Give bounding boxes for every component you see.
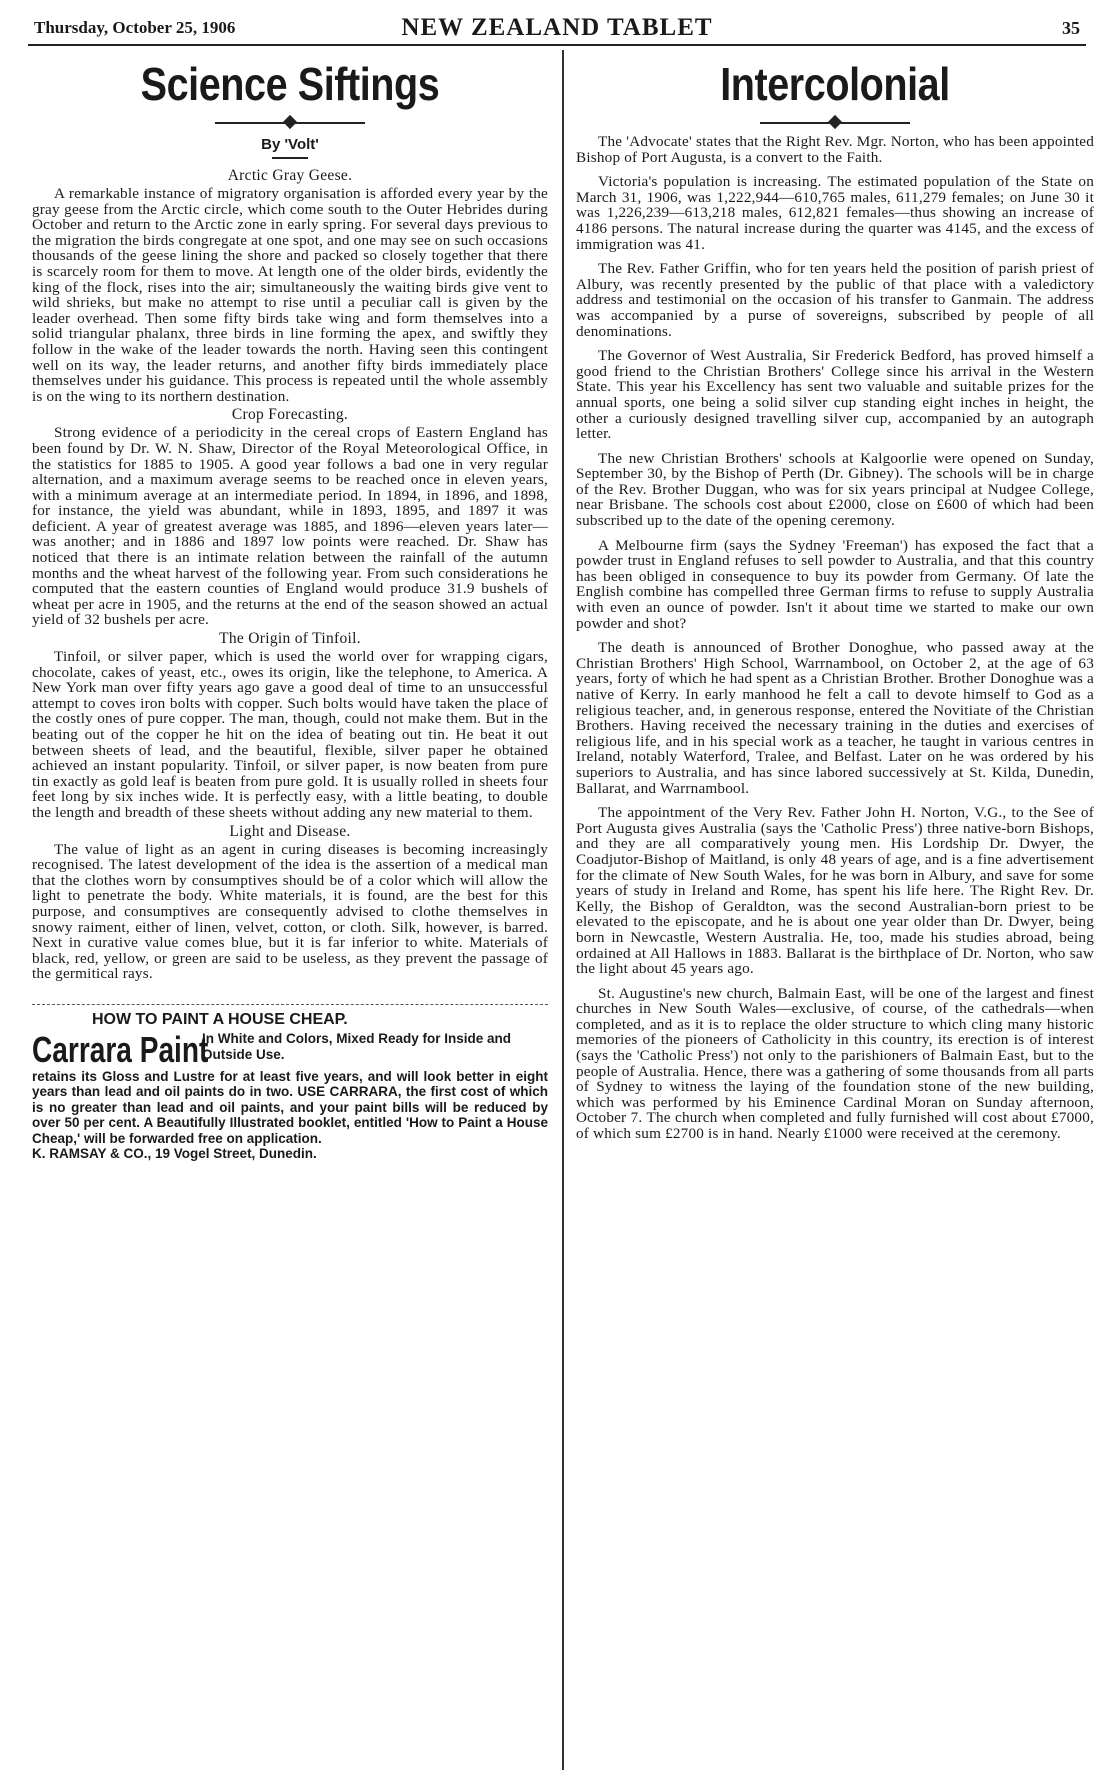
article-paragraph: Tinfoil, or silver paper, which is used the world over for wrapping cigars, chocolate, cakes of yeast, etc., owes its origin, like the telephone, to America. A New York man over fifty years ago gave a good deal of time to an unsuccessful attempt to coves iron bolts with copper. Such bolts would have taken the place of the costly ones of pure copper. The man, though, could not make them. But in the beating out of the copper he hit on the idea of beating out tin. He beat it out between sheets of lead, and the beautiful, flexible, silver paper he obtained achieved an instant popularity. Tinfoil, or silver paper, is now beaten from pure tin exactly as gold leaf is beaten from pure gold. It is usually rolled in sheets four feet long by six inches wide. It is perfectly easy, with a little beating, to double the length and breadth of these sheets without adding any new material to them. (32, 648, 548, 821)
subheading: Arctic Gray Geese. (227, 167, 353, 184)
short-rule (272, 157, 308, 159)
ad-body: retains its Gloss and Lustre for at least five years, and will look better in eight years than lead and oil paints do in two. USE CARRARA, the first cost of which is no greater than lead and oil paints, and your paint bills will be reduced by over 50 per cent. A Beautifully Illustrated booklet, entitled 'How to Paint a House Cheap,' will be forwarded free on application. (32, 1068, 548, 1146)
ornament-rule (760, 116, 910, 130)
news-item: The 'Advocate' states that the Right Rev. Mgr. Norton, who has been appointed Bishop of Port Augusta, is a convert to the Faith. (576, 133, 1094, 166)
ad-tagline: In White and Colors, Mixed Ready for Inside and Outside Use. (202, 1030, 512, 1062)
article-paragraph: The value of light as an agent in curing diseases is becoming increasingly recognised. The latest development of the idea is the assertion of a medical man that the clothes worn by consumptives should be of a color which will allow the light to penetrate the body. White materials, it is found, are the best for this purpose, and consumptives are consequently advised to clothe themselves in snowy raiment, either of linen, velvet, cotton, or cloth. Silk, however, is barred. Next in curative value comes blue, but it is far inferior to white. Materials of black, red, yellow, or green are said to be useless, as they prevent the passage of the germitical rays. (32, 840, 548, 983)
news-item: A Melbourne firm (says the Sydney 'Freeman') has exposed the fact that a powder trust in England refuses to sell powder to Australia, and that this country has been obliged in consequence to buy its powder from Germany. Of late the English combine has compelled three German firms to refuse to supply Australia with even an ounce of powder. Isn't it about time we started to make our own powder and shot? (576, 536, 1094, 632)
byline: By 'Volt' (261, 136, 319, 153)
page-number: 35 (1062, 18, 1080, 38)
news-item: The appointment of the Very Rev. Father John H. Norton, V.G., to the See of Port Augusta gives Australia (says the 'Catholic Press') three native-born Bishops, and they are all comparatively young men. His Lordship Dr. Dwyer, the Coadjutor-Bishop of Maitland, is only 48 years of age, and is a fine advertisement for the climate of New South Wales, for he was born in Albury, and save for some years of study in Ireland and Rome, has spent his life here. The Right Rev. Dr. Kelly, the Bishop of Geraldton, was the second Australian-born priest to be elevated to the episcopate, and he is about one year older than Dr. Dwyer, being born in Newcastle, Western Australia. He, too, made his studies abroad, being ordained at All Hallows in 1883. Ballarat is the birthplace of Dr. Norton, who saw the light about 45 years ago. (576, 804, 1094, 978)
diamond-icon (828, 115, 842, 129)
column-intercolonial (576, 52, 1094, 1752)
ornament-rule (215, 116, 365, 130)
subheading: Crop Forecasting. (231, 406, 349, 424)
article-paragraph: A remarkable instance of migratory organisation is afforded every year by the gray geese from the Arctic circle, which come south to the Outer Hebrides during October and return to the Arctic zone in early spring. For several days previous to the migration the birds congregate at one spot, and one may see on such occasions thousands of the geese lining the shore and packed so closely together that there is scarcely room for them to move. At length one of the older birds, evidently the king of the flock, rises into the air; simultaneously the waiting birds give vent to wild shrieks, but make no attempt to rise until a peculiar call is given by the leader overhead. Then some fifty birds take wing and form themselves into a solid triangular phalanx, three birds in line forming the apex, and swiftly they follow in the wake of the leader towards the north. Having seen this contingent well on its way, the leader returns, and another fifty birds immediately place themselves under his guidance. This process is repeated until the whole assembly is on the wing to its northern destination. (32, 185, 548, 405)
issue-date: Thursday, October 25, 1906 (34, 18, 236, 37)
subheading: The Origin of Tinfoil. (219, 630, 361, 648)
advertisement (32, 1004, 548, 1162)
news-item: St. Augustine's new church, Balmain East, will be one of the largest and finest churches in New South Wales—exclusive, of course, of the cathedrals—when completed, and as it is to replace the older structure to which cling many historic memories of the pioneers of Catholicity in this country, its erection is of interest (says the 'Catholic Press') not only to the parishioners of Balmain East, but to the people of Australia. Hence, there was a gathering of some thousands from all parts of Sydney to witness the laying of the foundation stone of the new building, which was performed by his Eminence Cardinal Moran on Sunday afternoon, October 7. The church when completed and fully furnished will cost about £7000, of which sum £2700 is in hand. Nearly £1000 were received at the ceremony. (576, 984, 1094, 1143)
masthead: NEW ZEALAND TABLET (401, 14, 713, 41)
column-science-siftings (32, 52, 548, 1752)
section-title-science: Science Siftings (140, 58, 440, 110)
diamond-icon (283, 115, 297, 129)
column-divider (562, 50, 564, 1770)
news-item: The death is announced of Brother Donoghue, who passed away at the Christian Brothers' High School, Warrnambool, on October 2, at the age of 63 years, forty of which he had spent as a Christian Brother. Brother Donoghue was a native of Kerry. In early manhood he felt a call to devote himself to God as a religious teacher, and, in generous response, entered the Novitiate of the Christian Brothers. Having received the necessary training in the duties and exercises of religious life, and in his special work as a teacher, he taught in various centres in Ireland, notably Waterford, Tralee, and Belfast. Later on he was ordered by his superiors to Australia, and has since labored successively at St. Kilda, Dunedin, Ballarat, and Warrnambool. (576, 639, 1094, 797)
ad-brand: Carrara Paint (32, 1028, 209, 1070)
news-item: The new Christian Brothers' schools at Kalgoorlie were opened on Sunday, September 30, by the Bishop of Perth (Dr. Gibney). The schools will be in charge of the Rev. Brother Duggan, who was for six years principal at Nudgee College, near Brisbane. The schools cost about £2000, close on £600 of which had been subscribed up to the date of the opening ceremony. (576, 449, 1094, 530)
subheading: Light and Disease. (229, 822, 351, 840)
page-header (28, 12, 1086, 46)
news-item: Victoria's population is increasing. The estimated population of the State on March 31, 1906, was 1,222,944—610,765 males, 611,279 females; on June 30 it was 1,226,239—613,218 males, 612,821 females—thus showing an increase of 4186 persons. The natural increase during the quarter was 4145, and the excess of immigration was 41. (576, 173, 1094, 253)
news-item: The Governor of West Australia, Sir Frederick Bedford, has proved himself a good friend to the Christian Brothers' College since his arrival in the Western State. This year his Excellency has sent two valuable and suitable prizes for the annual sports, one being a solid silver cup standing eight inches in height, the other a curiously designed travelling silver cup, accompanied by an autograph letter. (576, 347, 1094, 443)
news-item: The Rev. Father Griffin, who for ten years held the position of parish priest of Albury, was recently presented by the public of that place with a valedictory address and testimonial on the occasion of his transfer to Ganmain. The address was accompanied by a purse of sovereigns, subscribed by people of all denominations. (576, 260, 1094, 340)
ad-headline: HOW TO PAINT A HOUSE CHEAP. (92, 1010, 348, 1028)
ad-address: K. RAMSAY & CO., 19 Vogel Street, Dunedin. (32, 1146, 317, 1162)
section-title-intercolonial: Intercolonial (720, 58, 950, 110)
article-paragraph: Strong evidence of a periodicity in the cereal crops of Eastern England has been found by Dr. W. N. Shaw, Director of the Royal Meteorological Office, in the statistics for 1885 to 1905. A good year follows a bad one in very regular alternation, and a maximum average seems to be reached once in eleven years, with a minimum average at an intermediate period. In 1894, in 1896, and 1898, for instance, the yield was abundant, while in 1893, 1895, and 1897 it was deficient. A year of greatest average was 1885, and 1896—eleven years later—was another; and in 1886 and 1897 low points were reached. Dr. Shaw has noticed that there is an intimate relation between the rainfall of the autumn months and the wheat harvest of the following year. From such considerations he computed that the eastern counties of England would produce 31.9 bushels of wheat per acre in 1905, and the returns at the end of the season showed an actual yield of 32 bushels per acre. (32, 424, 548, 629)
